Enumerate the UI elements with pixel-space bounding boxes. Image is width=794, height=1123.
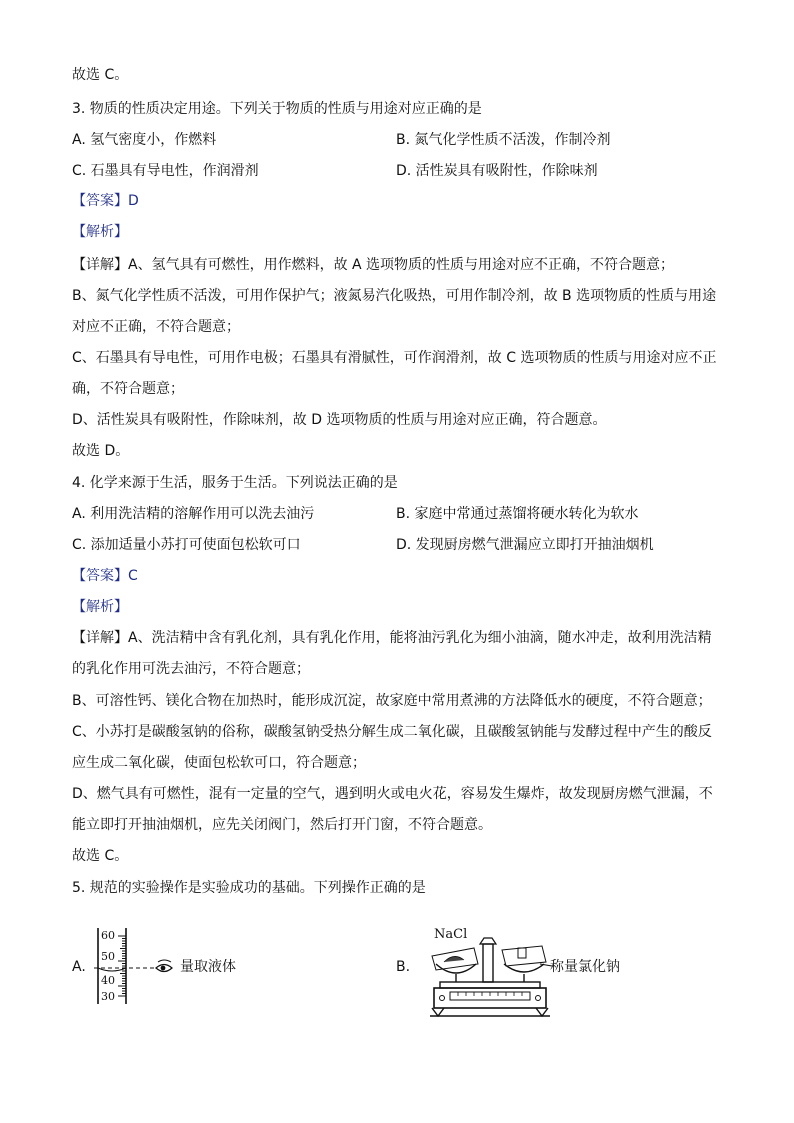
scale-label-40: 40 [101,974,115,987]
q4-option-d: D. 发现厨房燃气泄漏应立即打开抽油烟机 [396,537,654,553]
q5-figure-a-caption: 量取液体 [180,959,236,975]
q4-analysis-heading: 【解析】 [72,599,128,615]
q3-option-a: A. 氢气密度小，作燃料 [72,132,217,148]
q3-detail-c-1: C、石墨具有导电性，可用作电极；石墨具有滑腻性，可作润滑剂，故 C 选项物质的性质与用途对应不正 [72,350,717,366]
q3-option-d: D. 活性炭具有吸附性，作除味剂 [396,163,598,179]
q5-figure-b-option: B. [396,959,411,975]
eye-icon [156,960,172,972]
question-4-stem: 4. 化学来源于生活，服务于生活。下列说法正确的是 [72,475,398,491]
q4-answer: 【答案】C [72,568,138,584]
q4-option-c: C. 添加适量小苏打可使面包松软可口 [72,537,301,553]
q5-figure-b-caption: 称量氯化钠 [550,959,620,975]
q4-option-a: A. 利用洗洁精的溶解作用可以洗去油污 [72,506,315,522]
q4-detail-c-1: C、小苏打是碳酸氢钠的俗称，碳酸氢钠受热分解生成二氧化碳，且碳酸氢钠能与发酵过程中产生的酸反 [72,724,712,740]
q3-option-b: B. 氮气化学性质不活泼，作制冷剂 [396,132,611,148]
scale-label-60: 60 [101,929,115,942]
q3-detail-d: D、活性炭具有吸附性，作除味剂，故 D 选项物质的性质与用途对应正确，符合题意。 [72,412,607,428]
q3-analysis-heading: 【解析】 [72,224,128,240]
q4-detail-b: B、可溶性钙、镁化合物在加热时，能形成沉淀，故家庭中常用煮沸的方法降低水的硬度，不符合题意； [72,693,712,709]
nacl-label: NaCl [434,927,468,942]
balance-scale-figure [428,922,552,1022]
scale-label-30: 30 [101,990,115,1003]
q4-detail-c-2: 应生成二氧化碳，使面包松软可口，符合题意； [72,755,366,771]
q4-detail-d-2: 能立即打开抽油烟机，应先关闭阀门，然后打开门窗，不符合题意。 [72,817,492,833]
question-3-stem: 3. 物质的性质决定用途。下列关于物质的性质与用途对应正确的是 [72,101,482,117]
q4-conclusion: 故选 C。 [72,848,129,864]
q3-answer: 【答案】D [72,193,139,209]
conclusion-line: 故选 C。 [72,67,129,83]
q3-detail-a: 【详解】A、氢气具有可燃性，用作燃料，故 A 选项物质的性质与用途对应不正确，不符合题意； [72,257,675,273]
scale-label-50: 50 [101,950,115,963]
q5-figure-a-option: A. [72,959,86,975]
q4-detail-a-2: 的乳化作用可洗去油污，不符合题意； [72,661,310,677]
q4-option-b: B. 家庭中常通过蒸馏将硬水转化为软水 [396,506,639,522]
q3-option-c: C. 石墨具有导电性，作润滑剂 [72,163,259,179]
q4-detail-a-1: 【详解】A、洗洁精中含有乳化剂，具有乳化作用，能将油污乳化为细小油滴，随水冲走，故利用洗洁精 [72,630,712,646]
q3-detail-b-2: 对应不正确，不符合题意； [72,319,240,335]
q4-detail-d-1: D、燃气具有可燃性，混有一定量的空气，遇到明火或电火花，容易发生爆炸，故发现厨房燃气泄漏，不 [72,786,713,802]
q3-detail-b-1: B、氮气化学性质不活泼，可用作保护气；液氮易汽化吸热，可用作制冷剂，故 B 选项物质的性质与用途 [72,288,717,304]
q3-conclusion: 故选 D。 [72,443,130,459]
question-5-stem: 5. 规范的实验操作是实验成功的基础。下列操作正确的是 [72,880,426,896]
q3-detail-c-2: 确，不符合题意； [72,381,184,397]
